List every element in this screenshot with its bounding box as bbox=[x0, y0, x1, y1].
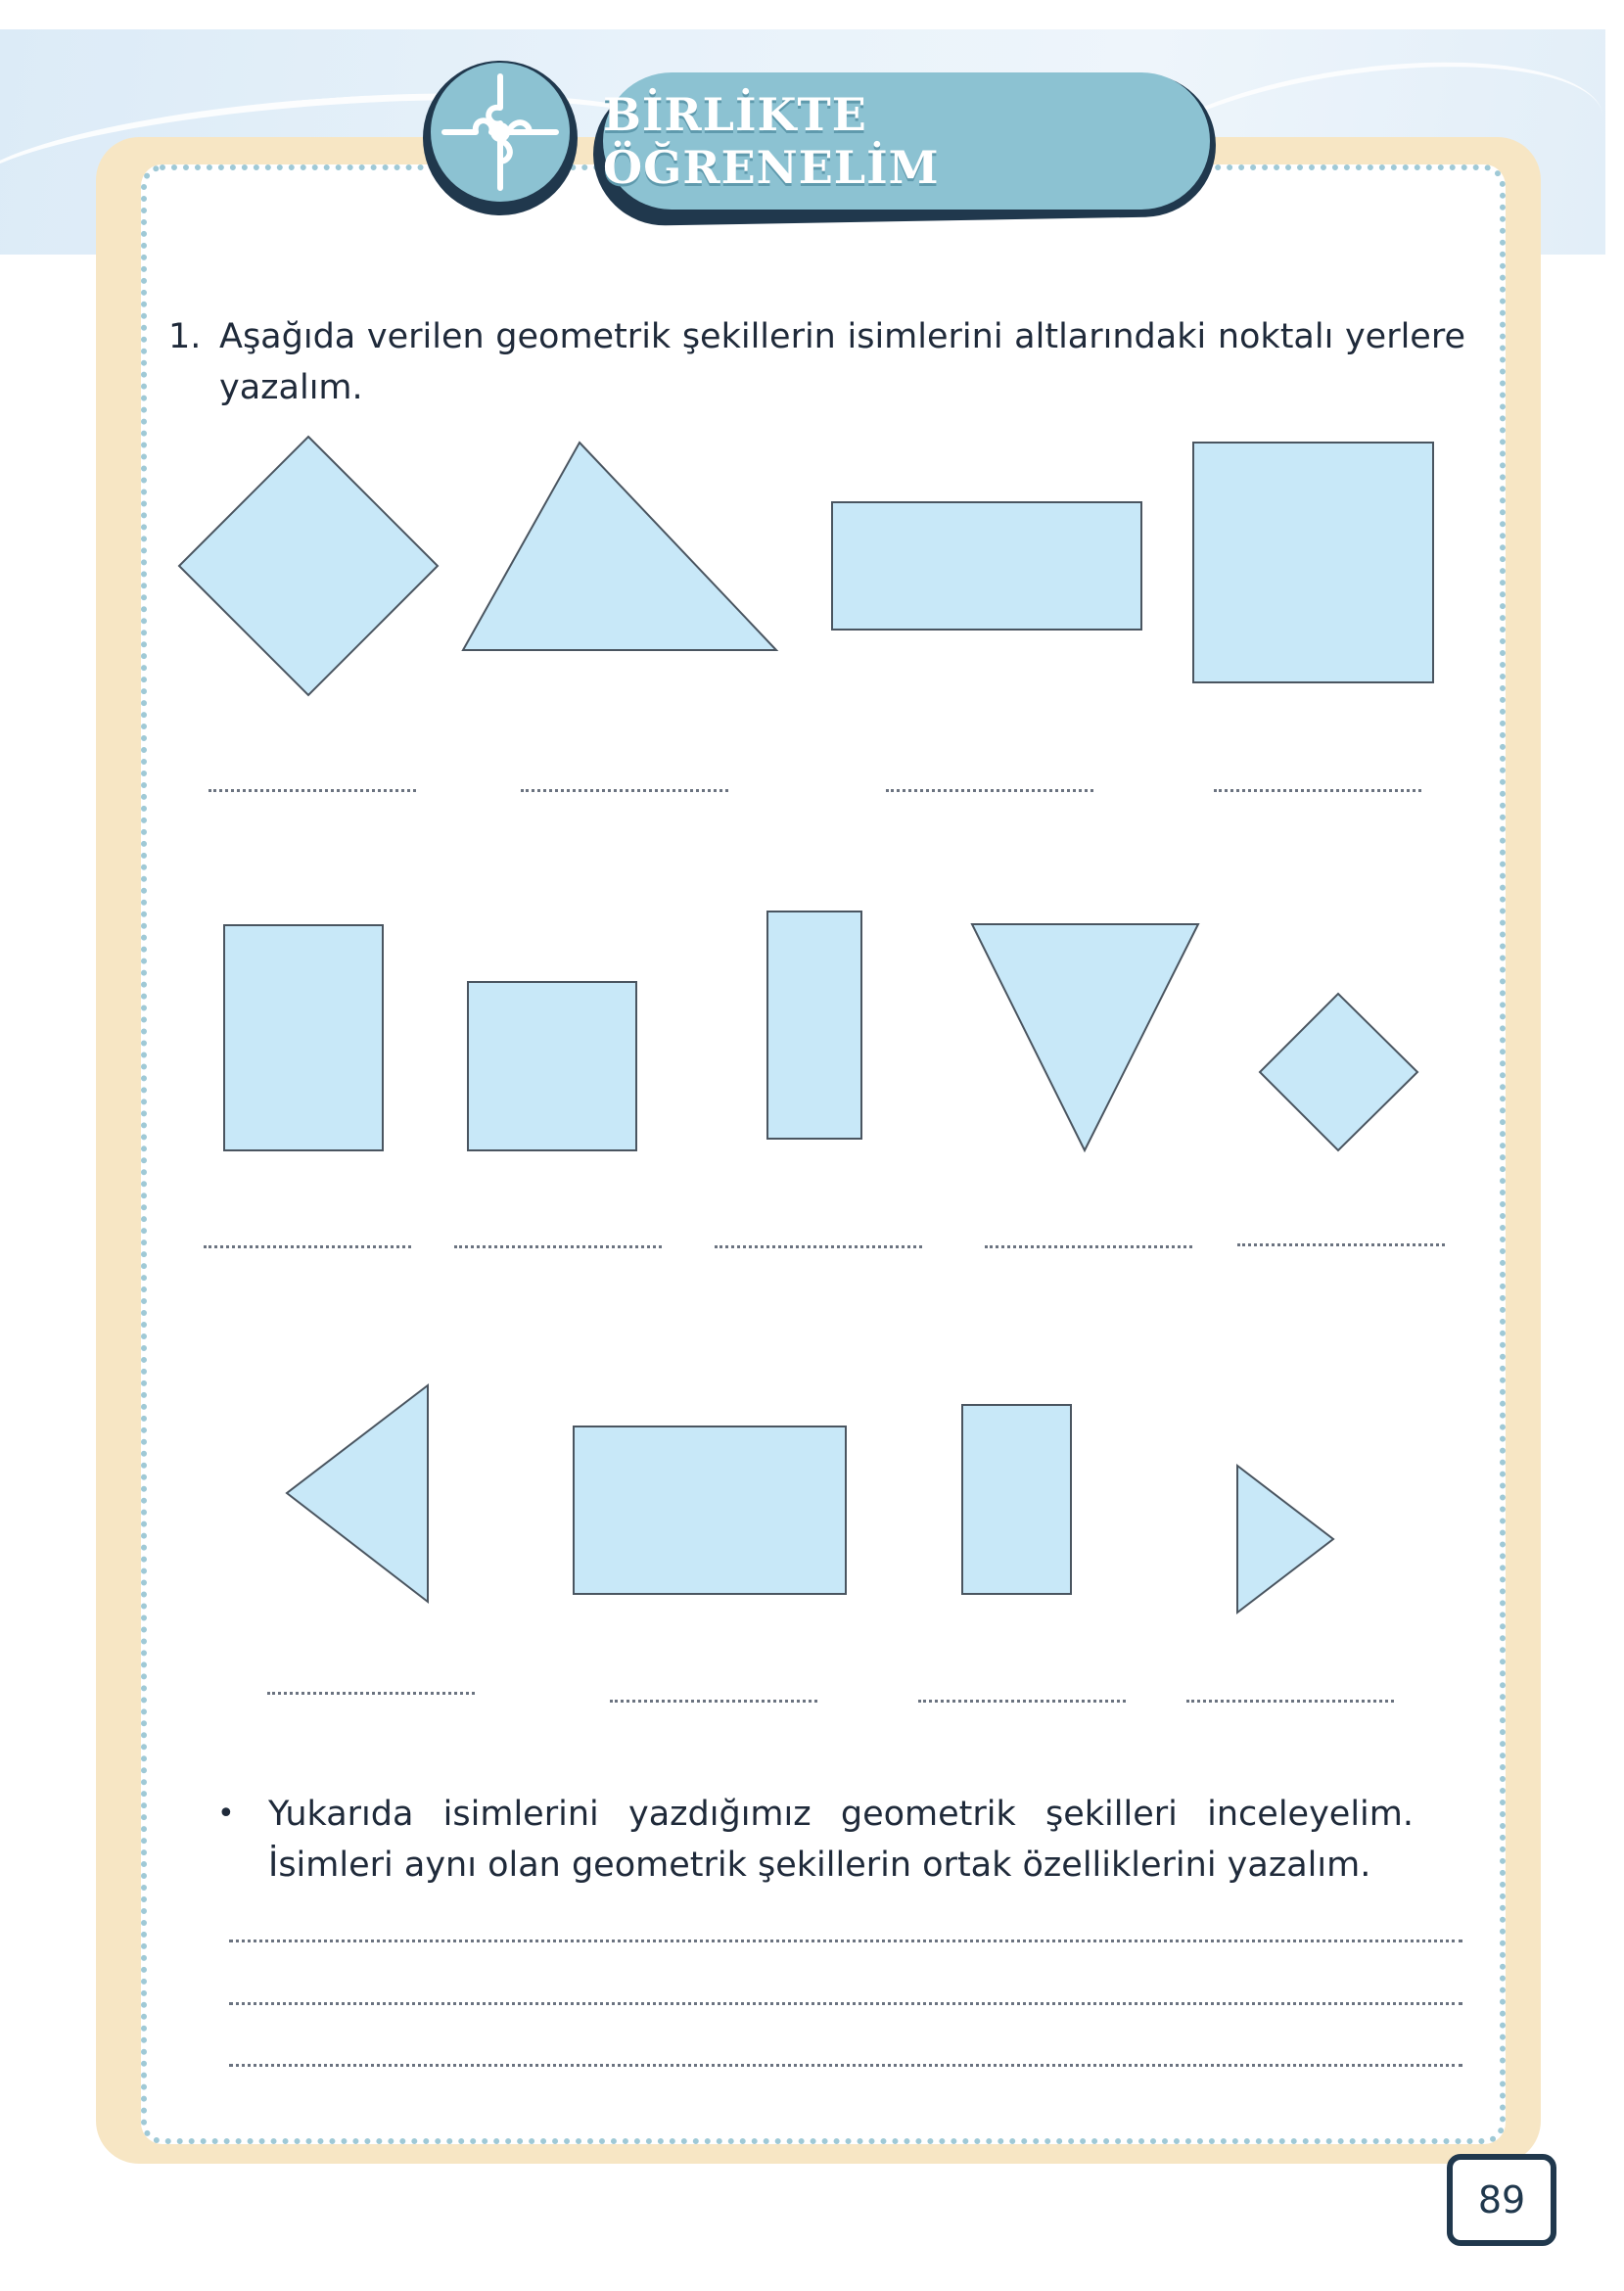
shape-r3-4-triangle bbox=[1237, 1466, 1333, 1613]
answer-blank-r2-3[interactable] bbox=[715, 1245, 922, 1248]
page-title: BİRLİKTE ÖĞRENELİM bbox=[603, 88, 940, 194]
answer-blank-r3-2[interactable] bbox=[610, 1700, 817, 1703]
bullet-text: Yukarıda isimlerini yazdığımız geometrik şekilleri inceleyelim. İsimleri aynı olan geometrik şekillerin ortak özelliklerini yazalım. bbox=[268, 1795, 1414, 1885]
shape-r3-3-rectangle bbox=[962, 1405, 1071, 1594]
answer-blank-r2-5[interactable] bbox=[1237, 1243, 1445, 1246]
answer-blank-r1-1[interactable] bbox=[209, 789, 416, 792]
bullet-dot: • bbox=[217, 1797, 235, 1831]
shape-r3-1-triangle bbox=[287, 1385, 428, 1602]
shape-r2-3-rectangle bbox=[767, 912, 861, 1139]
answer-blank-r1-2[interactable] bbox=[521, 789, 728, 792]
page-number bbox=[1447, 2154, 1556, 2246]
shape-r1-4-square bbox=[1193, 443, 1433, 682]
shape-r1-2-triangle bbox=[463, 443, 776, 650]
long-answer-line-1[interactable] bbox=[229, 1940, 1462, 1942]
long-answer-line-2[interactable] bbox=[229, 2002, 1462, 2005]
answer-blank-r1-4[interactable] bbox=[1214, 789, 1421, 792]
shape-r3-2-rectangle bbox=[574, 1426, 846, 1594]
exercise-instruction: Aşağıda verilen geometrik şekillerin isimlerini altlarındaki noktalı yerlere yazalım. bbox=[219, 317, 1465, 407]
answer-blank-r3-4[interactable] bbox=[1186, 1700, 1394, 1703]
long-answer-line-3[interactable] bbox=[229, 2064, 1462, 2067]
shape-r1-1-rotated-square bbox=[179, 437, 438, 695]
page-number-text: 89 bbox=[1477, 2178, 1526, 2221]
shape-r2-2-square bbox=[468, 982, 636, 1150]
exercise-number: 1. bbox=[168, 317, 202, 356]
bullet-question bbox=[217, 1789, 1414, 1891]
answer-blank-r3-1[interactable] bbox=[267, 1692, 475, 1695]
shape-r2-1-rectangle bbox=[224, 925, 383, 1150]
answer-blank-r1-3[interactable] bbox=[886, 789, 1093, 792]
answer-blank-r2-2[interactable] bbox=[454, 1245, 662, 1248]
answer-blank-r2-4[interactable] bbox=[985, 1245, 1192, 1248]
shape-r2-4-triangle bbox=[972, 924, 1198, 1150]
answer-blank-r3-3[interactable] bbox=[918, 1700, 1126, 1703]
shape-r1-3-rectangle bbox=[832, 502, 1141, 630]
shape-r2-5-rotated-square bbox=[1260, 994, 1417, 1150]
answer-blank-r2-1[interactable] bbox=[204, 1245, 411, 1248]
